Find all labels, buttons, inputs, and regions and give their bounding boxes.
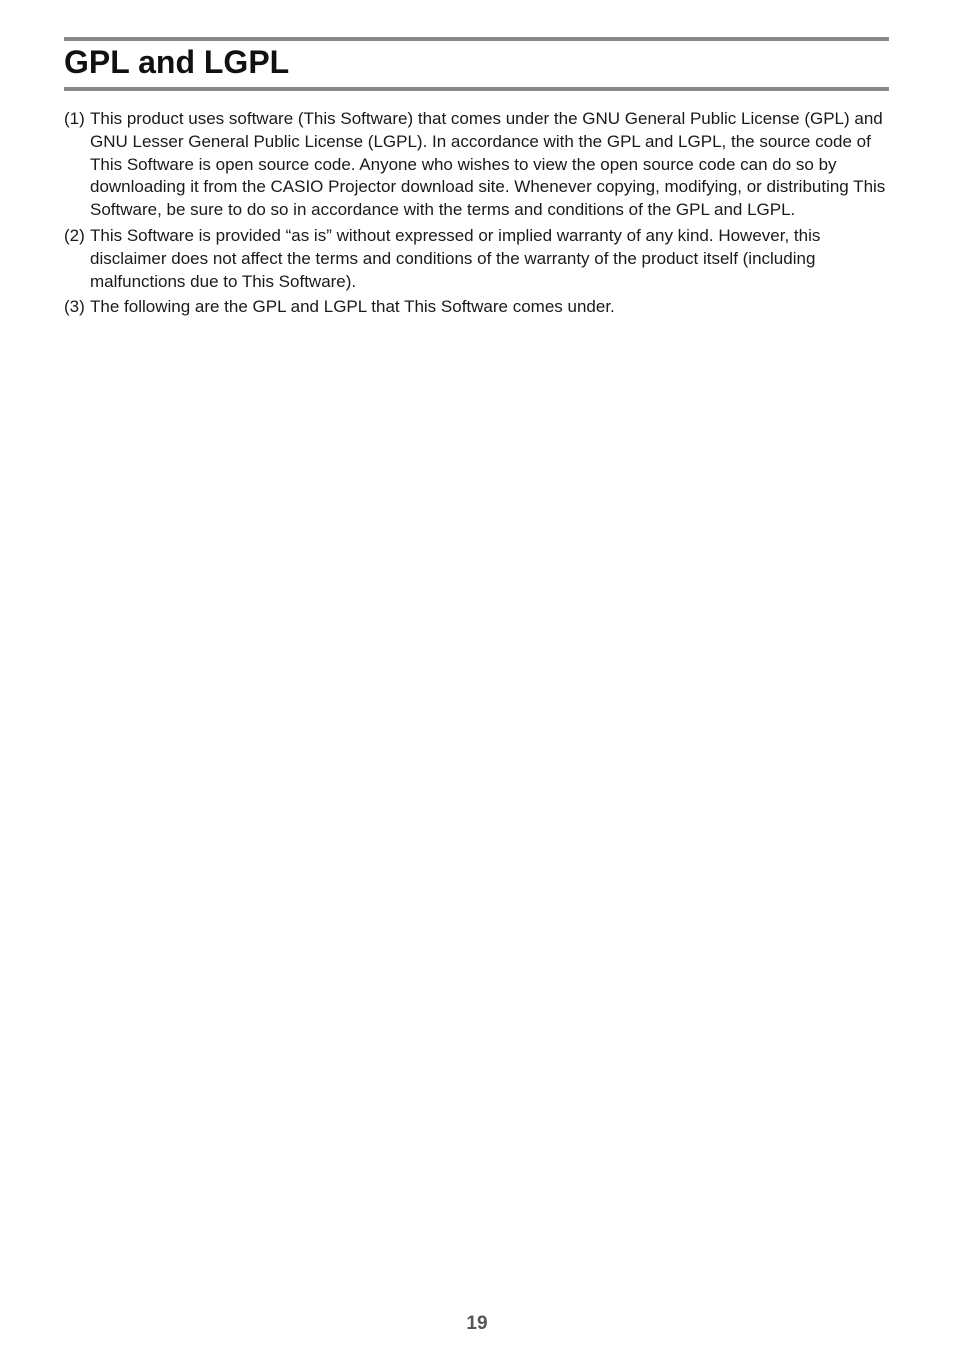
numbered-list <box>64 108 890 322</box>
list-item-number: (2) <box>64 225 85 245</box>
list-item-number: (1) <box>64 109 85 128</box>
list-item-text: This Software is provided “as is” without expressed or implied warranty of any kind. However, this disclaimer does not affect the terms and conditions of the warranty of the product itself (including malfunctions due to This Software). <box>90 225 821 291</box>
list-item <box>64 296 890 319</box>
page-number: 19 <box>466 1313 488 1334</box>
list-item-text: The following are the GPL and LGPL that This Software comes under. <box>90 297 615 317</box>
list-item-number: (3) <box>64 297 85 317</box>
list-item <box>64 108 890 222</box>
title-bottom-rule <box>64 87 889 91</box>
list-item <box>64 225 890 293</box>
page-title: GPL and LGPL <box>64 44 290 80</box>
list-item-text: This product uses software (This Software) that comes under the GNU General Public License (GPL) and GNU Lesser General Public License (LGPL). In accordance with the GPL and LGPL, the source code of This Software is open source code. Anyone who wishes to view the open source code can do so by downloading it from the CASIO Projector download site. Whenever copying, modifying, or distributing This Software, be sure to do so in accordance with the terms and conditions of the GPL and LGPL. <box>90 109 886 220</box>
title-top-rule <box>64 37 889 41</box>
